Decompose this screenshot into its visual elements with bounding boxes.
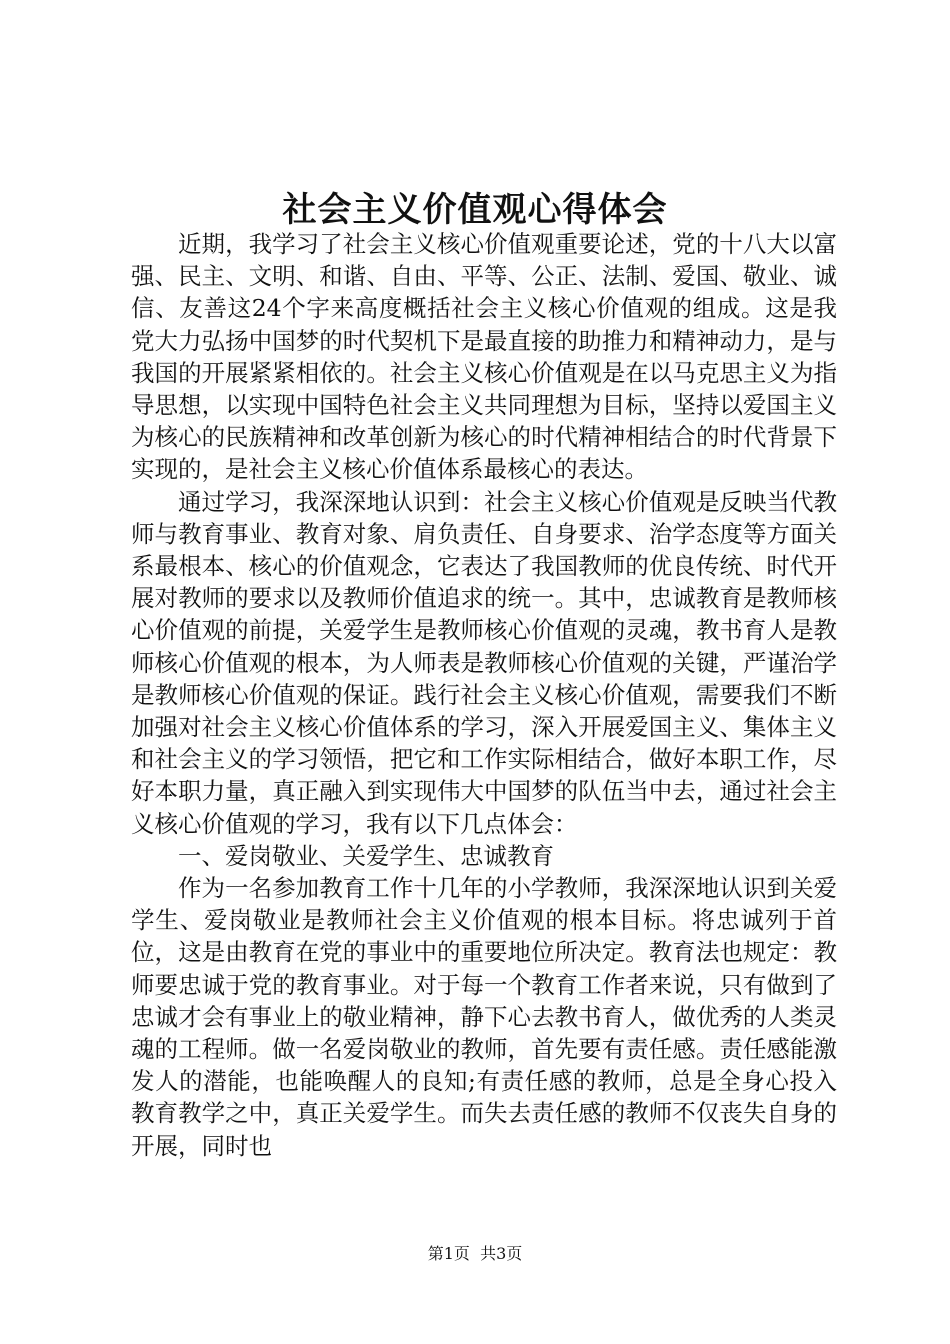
section-heading: 一、爱岗敬业、关爱学生、忠诚教育 bbox=[178, 841, 554, 870]
paragraph-intro: 近期，我学习了社会主义核心价值观重要论述，党的十八大以富强、民主、文明、和谐、自由、平等、公正、法制、爱国、敬业、诚信、友善这24个字来高度概括社会主义核心价值观的组成。这是我党大力弘扬中国梦的时代契机下是最直接的助推力和精神动力，是与我国的开展紧紧相依的。社会主义核心价值观是在以马克思主义为指导思想，以实现中国特色社会主义共同理想为目标，坚持以爱国主义为核心的民族精神和改革创新为核心的时代精神相结合的时代背景下实现的，是社会主义核心价值体系最核心的表达。 bbox=[131, 230, 837, 484]
page-footer: 第1页 共3页 bbox=[427, 1244, 523, 1263]
document-title: 社会主义价值观心得体会 bbox=[282, 190, 668, 230]
paragraph-dedication: 作为一名参加教育工作十几年的小学教师，我深深地认识到关爱学生、爱岗敬业是教师社会主义价值观的根本目标。将忠诚列于首位，这是由教育在党的事业中的重要地位所决定。教育法也规定：教师要忠诚于党的教育事业。对于每一个教育工作者来说，只有做到了忠诚才会有事业上的敬业精神，静下心去教书育人，做优秀的人类灵魂的工程师。做一名爱岗敬业的教师，首先要有责任感。责任感能激发人的潜能，也能唤醒人的良知;有责任感的教师，总是全身心投入教育教学之中，真正关爱学生。而失去责任感的教师不仅丧失自身的开展，同时也 bbox=[131, 874, 837, 1160]
document-body bbox=[131, 228, 837, 1162]
paragraph-learning: 通过学习，我深深地认识到：社会主义核心价值观是反映当代教师与教育事业、教育对象、肩负责任、自身要求、治学态度等方面关系最根本、核心的价值观念，它表达了我国教师的优良传统、时代开展对教师的要求以及教师价值追求的统一。其中，忠诚教育是教师核心价值观的前提，关爱学生是教师核心价值观的灵魂，教书育人是教师核心价值观的根本，为人师表是教师核心价值观的关键，严谨治学是教师核心价值观的保证。践行社会主义核心价值观，需要我们不断加强对社会主义核心价值体系的学习，深入开展爱国主义、集体主义和社会主义的学习领悟，把它和工作实际相结合，做好本职工作，尽好本职力量，真正融入到实现伟大中国梦的队伍当中去，通过社会主义核心价值观的学习，我有以下几点体会： bbox=[131, 487, 837, 838]
